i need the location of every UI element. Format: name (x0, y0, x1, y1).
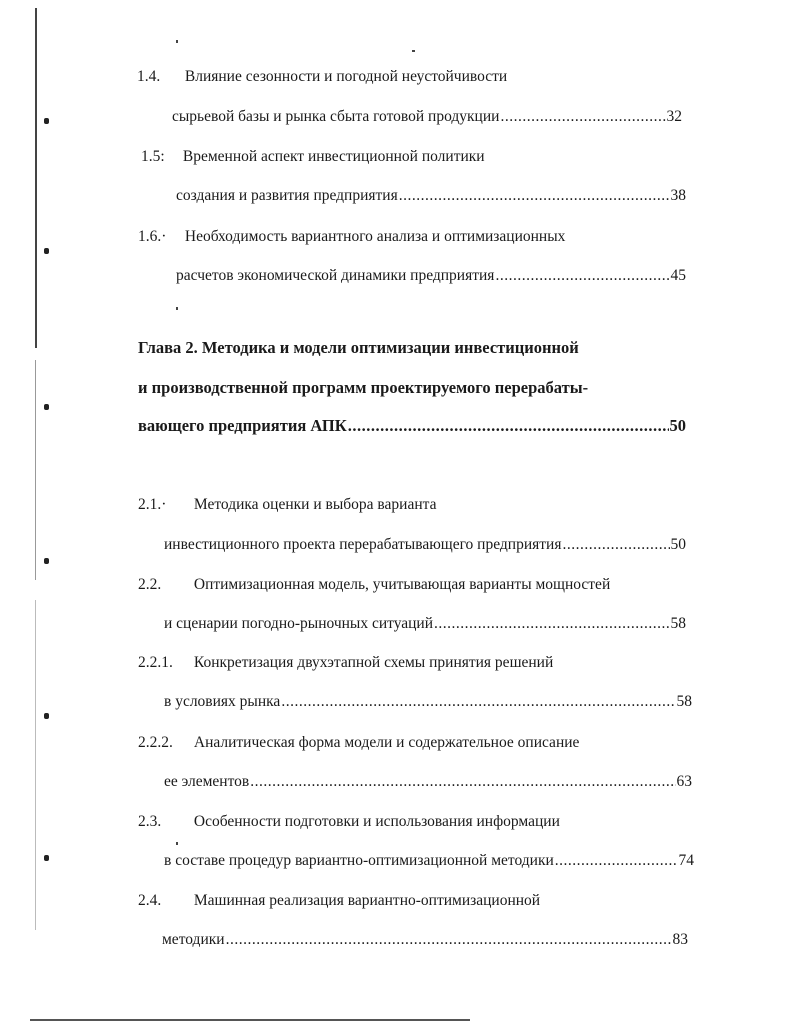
toc-page-number: 38 (670, 187, 686, 204)
toc-title-line1: Конкретизация двухэтапной схемы принятия решений (193, 654, 554, 671)
scan-speck (176, 307, 178, 310)
punch-hole-mark (44, 118, 49, 124)
toc-entry-2-2-1-line2 (164, 692, 692, 712)
chapter-heading-line3 (138, 416, 686, 436)
toc-entry-2-1 (138, 495, 436, 515)
toc-leader-dots (226, 930, 672, 950)
toc-entry-2-2-line2 (164, 614, 686, 634)
toc-number: 1.4. (137, 68, 161, 85)
toc-number: 2.3. (138, 813, 162, 830)
toc-title-line2: инвестиционного проекта перерабатывающего предприятия (164, 536, 562, 553)
toc-title-line1: Методика оценки и выбора варианта (193, 496, 437, 513)
scan-speck (176, 40, 178, 43)
toc-title-line2: расчетов экономической динамики предприятия (176, 267, 495, 284)
toc-entry-1-4 (137, 67, 507, 87)
toc-entry-1-6-line2 (176, 266, 686, 286)
punch-hole-mark (44, 713, 49, 719)
toc-leader-dots (434, 614, 669, 634)
toc-entry-2-3-line2 (164, 851, 694, 871)
toc-entry-2-4 (138, 891, 540, 911)
toc-page-number: 63 (676, 773, 692, 790)
toc-entry-2-3 (138, 812, 560, 832)
scan-edge-line (35, 8, 37, 348)
toc-title-line1: Временной аспект инвестиционной политики (182, 148, 485, 165)
toc-number: 1.5: (141, 148, 165, 165)
toc-number: 2.2.1. (138, 654, 173, 671)
toc-page-number: 45 (670, 267, 686, 284)
toc-page-number: 74 (678, 852, 694, 869)
toc-title-line1: Влияние сезонности и погодной неустойчивости (184, 68, 508, 85)
punch-hole-mark (44, 558, 49, 564)
toc-title-line1: Необходимость вариантного анализа и оптимизационных (184, 228, 566, 245)
toc-entry-2-2 (138, 575, 610, 595)
toc-title-line2: и сценарии погодно-рыночных ситуаций (164, 615, 434, 632)
chapter-heading-line1: Глава 2. Методика и модели оптимизации инвестиционной (138, 338, 579, 357)
scan-bottom-line (30, 1019, 470, 1021)
toc-entry-2-1-line2 (164, 535, 686, 555)
toc-page-number: 58 (676, 693, 692, 710)
toc-entry-2-2-2 (138, 733, 579, 753)
toc-entry-2-2-2-line2 (164, 772, 692, 792)
toc-title-line2: в составе процедур вариантно-оптимизационной методики (164, 852, 554, 869)
toc-title-line2: создания и развития предприятия (176, 187, 398, 204)
toc-title-line1: Машинная реализация вариантно-оптимизационной (193, 892, 541, 909)
toc-title-line2: сырьевой базы и рынка сбыта готовой продукции (172, 108, 500, 125)
punch-hole-mark (44, 404, 49, 410)
toc-leader-dots (555, 851, 678, 871)
toc-leader-dots (495, 266, 669, 286)
toc-entry-2-2-1 (138, 653, 553, 673)
chapter-heading-text: вающего предприятия АПК (138, 416, 347, 435)
toc-entry-2-4-line2 (162, 930, 688, 950)
toc-page-number: 32 (666, 108, 682, 125)
toc-number: 2.2. (138, 576, 162, 593)
toc-page-number: 50 (670, 536, 686, 553)
toc-entry-1-6 (138, 227, 565, 247)
toc-title-line2: ее элементов (164, 773, 250, 790)
toc-leader-dots (250, 772, 675, 792)
toc-entry-1-5 (141, 147, 485, 167)
toc-number: 2.4. (138, 892, 162, 909)
toc-number: 1.6.· (138, 228, 167, 245)
toc-leader-dots (348, 416, 669, 436)
scan-edge-line (35, 360, 36, 580)
toc-leader-dots (562, 535, 669, 555)
toc-page-number: 83 (672, 931, 688, 948)
toc-leader-dots (281, 692, 675, 712)
scan-speck (412, 50, 415, 52)
chapter-heading-line2: и производственной программ проектируемого перерабаты- (138, 378, 589, 397)
toc-title-line1: Аналитическая форма модели и содержательное описание (193, 734, 580, 751)
toc-title-line2: методики (162, 931, 225, 948)
punch-hole-mark (44, 855, 49, 861)
toc-leader-dots (399, 186, 670, 206)
punch-hole-mark (44, 248, 49, 254)
toc-leader-dots (500, 107, 665, 127)
toc-entry-1-5-line2 (176, 186, 686, 206)
scan-edge-line (35, 600, 36, 930)
toc-entry-1-4-line2 (172, 107, 682, 127)
toc-title-line1: Оптимизационная модель, учитывающая варианты мощностей (193, 576, 611, 593)
toc-number: 2.1.· (138, 496, 167, 513)
toc-page-number: 58 (670, 615, 686, 632)
toc-number: 2.2.2. (138, 734, 173, 751)
scan-speck (176, 842, 178, 845)
toc-title-line1: Особенности подготовки и использования информации (193, 813, 560, 830)
toc-title-line2: в условиях рынка (164, 693, 281, 710)
toc-page-number: 50 (669, 416, 686, 435)
